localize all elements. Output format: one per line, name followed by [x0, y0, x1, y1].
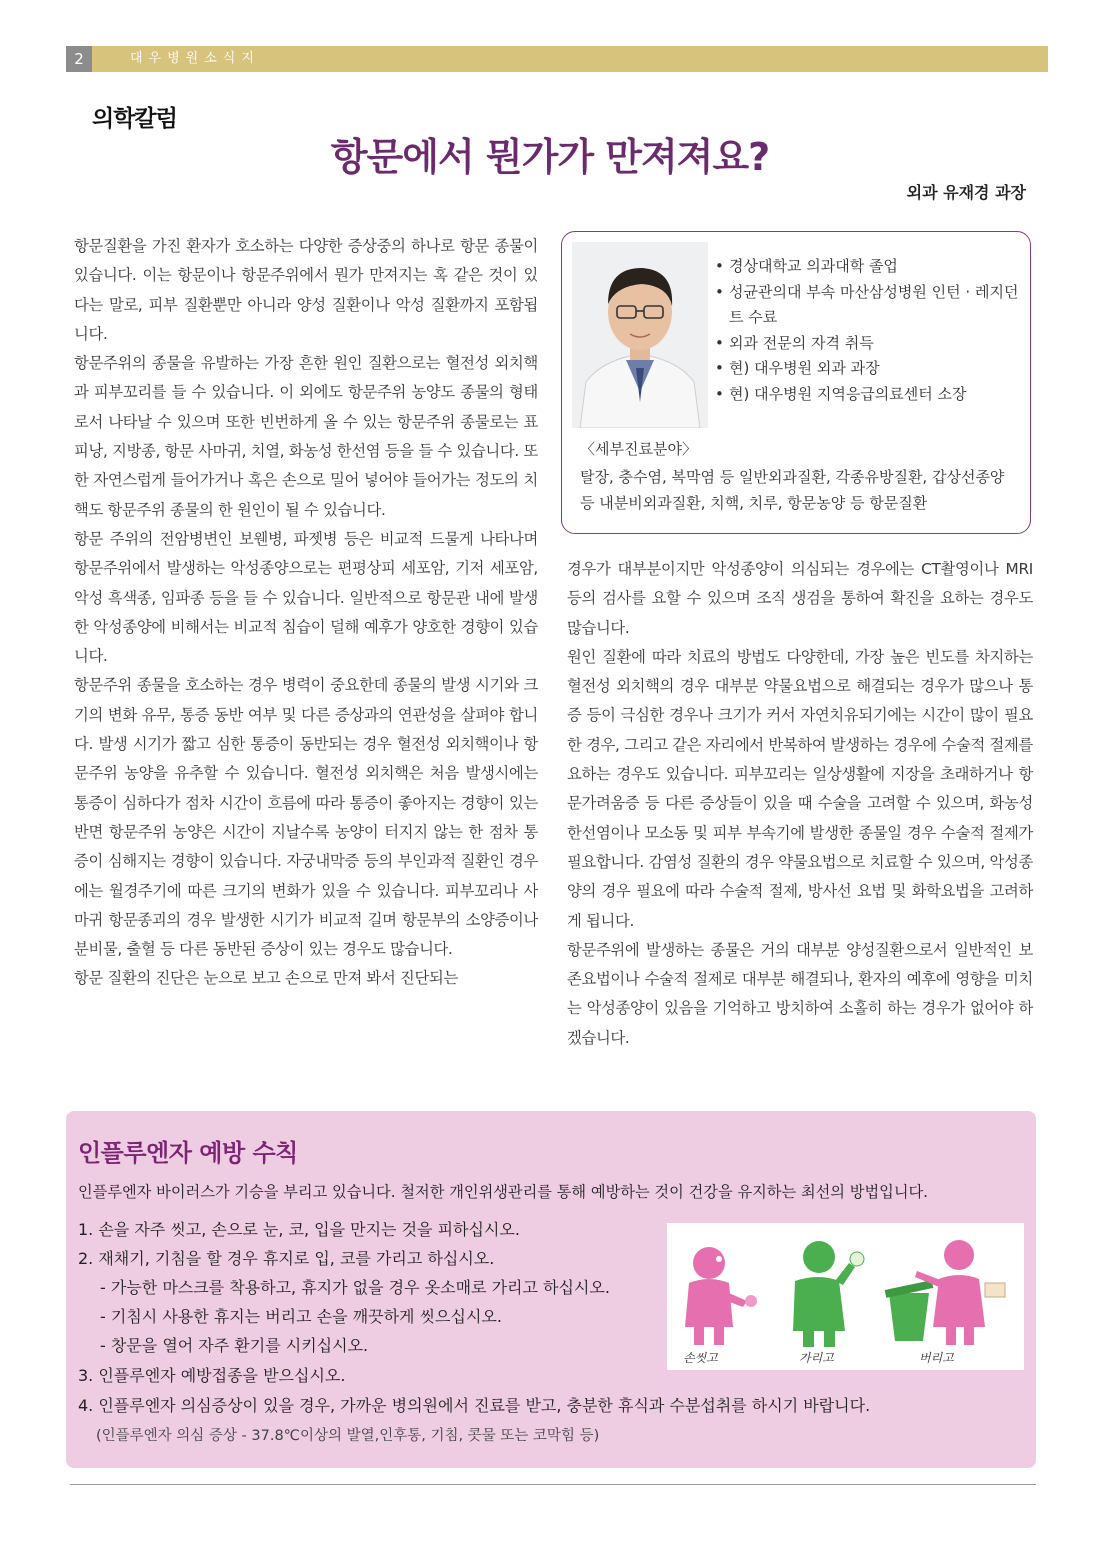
article-column-left — [74, 232, 538, 994]
author-profile-box — [561, 231, 1031, 534]
article-column-right — [567, 555, 1033, 1053]
paragraph: 원인 질환에 따라 치료의 방법도 다양한데, 가장 높은 빈도를 차지하는 혈전성 외치핵의 경우 대부분 약물요법으로 해결되는 경우가 많으나 통증 등이 극심한 경우나 크기가 커서 자연치유되기에는 시간이 많이 필요한 경우, 그리고 같은 자리에서 반복하여 발생하는 경우에 수술적 절제를 요하는 경우도 있습니다. 피부꼬리는 일상생활에 지장을 초래하거나 항문가려움증 등 다른 증상들이 있을 때 수술을 고려할 수 있으며, 화농성 한선염이나 모소동 및 피부 부속기에 발생한 종물일 경우 수술적 절제가 필요합니다. 감염성 질환의 경우 약물요법으로 치료할 수 있으며, 악성종양의 경우 필요에 따라 수술적 절제, 방사선 요법 및 화학요법을 고려하게 됩니다. — [567, 647, 1033, 930]
hand-washing-figure-icon — [685, 1247, 757, 1345]
paragraph: 항문주위에 발생하는 종물은 거의 대부분 양성질환으로서 일반적인 보존요법이나 수술적 절제로 대부분 해결되나, 환자의 예후에 영향을 미치는 악성종양이 있음을 기억하고 방치하여 소홀히 하는 경우가 없어야 하겠습니다. — [567, 940, 1033, 1047]
flu-symptom-note: (인플루엔자 의심 증상 - 37.8℃이상의 발열,인후통, 기침, 콧물 또는 코막힘 등) — [96, 1428, 600, 1444]
paragraph: 항문 주위의 전암병변인 보웬병, 파젯병 등은 비교적 드물게 나타나며 항문주위에서 발생하는 악성종양으로는 편평상피 세포암, 기저 세포암, 악성 흑색종, 임파종 등을 들 수 있습니다. 일반적으로 항문관 내에 발생한 악성종양에 비해서는 비교적 침습이 덜해 예후가 양호한 경향이 있습니다. — [74, 529, 538, 666]
flu-title: 인플루엔자 예방 수칙 — [78, 1139, 298, 1167]
caption-discard: 버리고 — [919, 1351, 954, 1365]
flu-intro: 인플루엔자 바이러스가 기승을 부리고 있습니다. 철저한 개인위생관리를 통해 예방하는 것이 건강을 유지하는 최선의 방법입니다. — [78, 1183, 928, 1201]
credential-item: • 성균관의대 부속 마산삼성병원 인턴 · 레지던트 수료 — [715, 280, 1027, 331]
illustration-figures — [667, 1223, 1024, 1370]
doctor-photo — [572, 242, 708, 428]
paragraph: 항문주위의 종물을 유발하는 가장 흔한 원인 질환으로는 혈전성 외치핵과 피부꼬리를 들 수 있습니다. 이 외에도 항문주위 농양도 종물의 형태로서 나타날 수 있으며 또한 빈번하게 올 수 있는 항문주위 종물로는 표피낭, 지방종, 항문 사마귀, 치열, 화농성 한선염 등을 들 수 있습니다. 또한 자연스럽게 들어가거나 혹은 손으로 밀어 넣어야 들어가는 정도의 치핵도 항문주위 종물의 한 원인이 될 수 있습니다. — [74, 354, 538, 519]
specialty-text: 탈장, 충수염, 복막염 등 일반외과질환, 각종유방질환, 갑상선종양 등 내분비외과질환, 치핵, 치루, 항문농양 등 항문질환 — [580, 468, 1005, 512]
header-bar — [66, 46, 1048, 72]
flu-item-3: 3. 인플루엔자 예방접종을 받으십시오. — [78, 1366, 346, 1385]
credential-item: • 현) 대우병원 외과 과장 — [715, 356, 1027, 382]
flu-item-1: 1. 손을 자주 씻고, 손으로 눈, 코, 입을 만지는 것을 피하십시오. — [78, 1220, 520, 1239]
paragraph: 항문질환을 가진 환자가 호소하는 다양한 증상중의 하나로 항문 종물이 있습니다. 이는 항문이나 항문주위에서 뭔가 만져지는 혹 같은 것이 있다는 말로, 피부 질환뿐만 아니라 양성 질환이나 악성 질환까지 포함됩니다. — [74, 237, 538, 343]
flu-subitem: - 창문을 열어 자주 환기를 시키십시오. — [100, 1336, 369, 1355]
caption-cover: 가리고 — [799, 1351, 834, 1365]
paragraph: 항문 질환의 진단은 눈으로 보고 손으로 만져 봐서 진단되는 — [74, 969, 458, 988]
caption-wash: 손씻고 — [683, 1351, 718, 1365]
credential-list — [715, 254, 1027, 407]
trash-disposal-figure-icon — [885, 1240, 1005, 1345]
article-title: 항문에서 뭔가가 만져져요? — [330, 135, 770, 179]
credential-item: • 외과 전문의 자격 취득 — [715, 331, 1027, 357]
paragraph: 항문주위 종물을 호소하는 경우 병력이 중요한데 종물의 발생 시기와 크기의 변화 유무, 통증 동반 여부 및 다른 증상과의 연관성을 살펴야 합니다. 발생 시기가 짧고 심한 통증이 동반되는 경우 혈전성 외치핵이나 항문주위 농양을 유추할 수 있습니다. 혈전성 외치핵은 처음 발생시에는 통증이 심하다가 점차 시간이 흐름에 따라 통증이 좋아지는 경향이 있는 반면 항문주위 농양은 시간이 지날수록 농양이 터지지 않는 한 점차 통증이 심해지는 경향이 있습니다. 자궁내막증 등의 부인과적 질환인 경우에는 월경주기에 따른 크기의 변화가 있을 수 있습니다. 피부꼬리나 사마귀 항문종괴의 경우 발생한 시기가 비교적 길며 항문부의 소양증이나 분비물, 출혈 등 다른 동반된 증상이 있는 경우도 많습니다. — [74, 676, 538, 959]
flu-item-4: 4. 인플루엔자 의심증상이 있을 경우, 가까운 병의원에서 진료를 받고, 충분한 휴식과 수분섭취를 하시기 바랍니다. — [78, 1396, 871, 1415]
page-number: 2 — [66, 46, 92, 72]
paragraph: 경우가 대부분이지만 악성종양이 의심되는 경우에는 CT촬영이나 MRI 등의 검사를 요할 수 있으며 조직 생검을 통하여 확진을 요하는 경우도 많습니다. — [567, 560, 1033, 637]
specialty-heading: 〈세부진료분야〉 — [580, 440, 697, 458]
cough-cover-figure-icon — [793, 1241, 864, 1347]
flu-subitem: - 기침시 사용한 휴지는 버리고 손을 깨끗하게 씻으십시오. — [100, 1307, 502, 1326]
credential-item: • 현) 대우병원 지역응급의료센터 소장 — [715, 382, 1027, 408]
prevention-illustration — [667, 1223, 1024, 1370]
flu-subitem: - 가능한 마스크를 착용하고, 휴지가 없을 경우 옷소매로 가리고 하십시오. — [100, 1278, 610, 1297]
section-label: 의학칼럼 — [92, 106, 177, 132]
article-author: 외과 유재경 과장 — [906, 183, 1026, 202]
flu-prevention-box — [66, 1111, 1036, 1468]
footer-divider — [70, 1484, 1036, 1485]
publication-title: 대우병원소식지 — [130, 51, 260, 66]
flu-item-2: 2. 재채기, 기침을 할 경우 휴지로 입, 코를 가리고 하십시오. — [78, 1249, 495, 1268]
credential-item: • 경상대학교 의과대학 졸업 — [715, 254, 1027, 280]
